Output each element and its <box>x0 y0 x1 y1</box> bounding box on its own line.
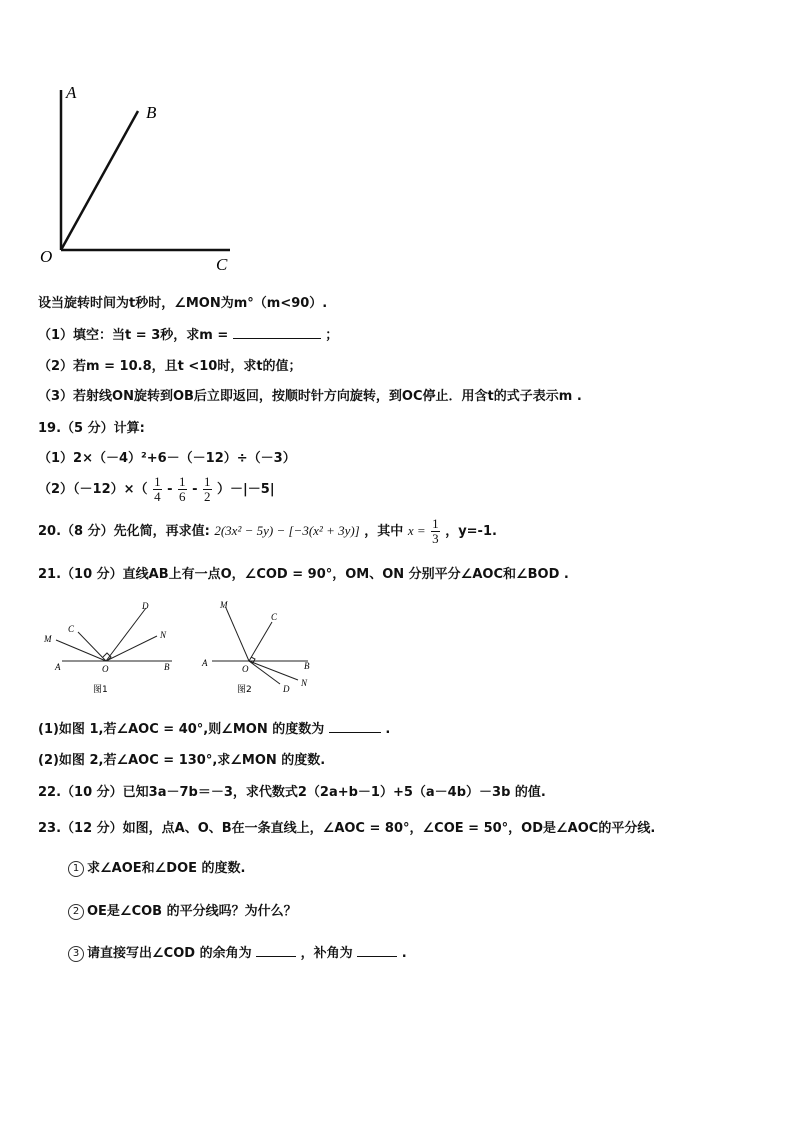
q19-minus-2: - <box>192 482 198 497</box>
ray-oc <box>249 622 272 661</box>
q20-tail: ，y=-1. <box>445 524 497 539</box>
label-a: A <box>55 662 61 672</box>
label-o: O <box>102 664 109 674</box>
circled-number: 3 <box>68 946 84 962</box>
figure-1 <box>40 598 190 698</box>
q18-part1-text: （1）填空：当t = 3秒，求m = <box>38 328 229 343</box>
q23-item-1-text: 求∠AOE和∠DOE 的度数. <box>87 861 246 876</box>
label-o: O <box>40 247 53 266</box>
frac-denominator: 2 <box>204 489 211 504</box>
q20-heading: 20.（8 分）先化简，再求值: <box>38 524 210 539</box>
q20-expression: 2(3x² − 5y) − [−3(x² + 3y)] <box>214 523 360 538</box>
ray-om <box>226 608 249 661</box>
q21-part1-text: (1)如图 1,若∠AOC = 40°,则∠MON 的度数为 <box>38 722 325 737</box>
q19-part2-post: ）－|－5| <box>217 482 275 497</box>
ray-ob <box>61 111 138 250</box>
q23-heading: 23.（12 分）如图，点A、O、B在一条直线上，∠AOC = 80°，∠COE = 50°，OD是∠AOC的平分线. <box>38 821 656 836</box>
q23-complement-blank[interactable] <box>256 944 296 957</box>
ray-od <box>106 608 146 661</box>
label-b: B <box>146 103 157 122</box>
circled-number: 1 <box>68 861 84 877</box>
frac-denominator: 4 <box>154 489 161 504</box>
label-d: D <box>283 684 290 694</box>
q19-part2 <box>38 475 275 504</box>
frac-numerator: 1 <box>154 474 161 489</box>
figure-2-caption: 图2 <box>237 685 252 695</box>
q23-item-3-mid: ，补角为 <box>300 946 353 961</box>
fraction-1-6 <box>178 475 187 504</box>
q23-supplement-blank[interactable] <box>357 944 397 957</box>
q21-heading: 21.（10 分）直线AB上有一点O，∠COD = 90°，OM、ON 分别平分∠AOC和∠BOD . <box>38 567 569 582</box>
ray-on <box>249 661 298 680</box>
label-c: C <box>216 255 228 274</box>
label-n: N <box>160 630 167 640</box>
q18-part1 <box>38 324 338 343</box>
label-o: O <box>242 664 249 674</box>
ray-oc <box>78 632 106 661</box>
frac-denominator: 6 <box>179 489 186 504</box>
q22-text: 22.（10 分）已知3a－7b＝－3，求代数式2（2a+b－1）+5（a－4b）－3b 的值. <box>38 785 546 800</box>
q20-line <box>38 517 497 546</box>
q18-part1-end: ； <box>325 328 339 343</box>
label-d: D <box>142 601 149 611</box>
label-a: A <box>202 658 208 668</box>
q19-part2-pre: （2）（－12）×（ <box>38 482 148 497</box>
q23-item-2-text: OE是∠COB 的平分线吗？为什么？ <box>87 904 297 919</box>
label-m: M <box>44 634 52 644</box>
circled-number: 2 <box>68 904 84 920</box>
q23-item-3-end: . <box>401 946 407 961</box>
q18-part2: （2）若m = 10.8，且t <10时，求t的值； <box>38 359 302 374</box>
label-m: M <box>220 600 228 610</box>
label-c: C <box>68 624 75 634</box>
q20-mid: ，其中 <box>364 524 404 539</box>
frac-numerator: 1 <box>432 516 439 531</box>
ray-od <box>249 661 280 684</box>
q21-part1-blank[interactable] <box>329 720 381 733</box>
ray-on <box>106 636 157 661</box>
frac-numerator: 1 <box>204 474 211 489</box>
q18-part1-blank[interactable] <box>233 326 321 339</box>
label-n: N <box>301 678 308 688</box>
figure-2 <box>196 598 326 698</box>
q21-part2: (2)如图 2,若∠AOC = 130°,求∠MON 的度数. <box>38 753 326 768</box>
q23-item-3 <box>68 942 407 962</box>
figure-1-caption: 图1 <box>93 685 108 695</box>
label-a: A <box>66 83 77 102</box>
frac-numerator: 1 <box>179 474 186 489</box>
q19-part1: （1）2×（－4）²+6－（－12）÷（－3） <box>38 451 296 466</box>
q23-item-2 <box>68 900 297 920</box>
q19-minus-1: - <box>167 482 173 497</box>
q18-part3: （3）若射线ON旋转到OB后立即返回，按顺时针方向旋转，到OC停止．用含t的式子表示m . <box>38 389 582 404</box>
fraction-1-2 <box>203 475 212 504</box>
q18-intro: 设当旋转时间为t秒时，∠MON为m°（m<90）. <box>38 296 328 311</box>
fraction-1-4 <box>153 475 162 504</box>
label-b: B <box>164 662 170 672</box>
q20-x-eq: x = <box>407 523 426 538</box>
label-b: B <box>304 661 310 671</box>
q23-item-3-text: 请直接写出∠COD 的余角为 <box>87 946 252 961</box>
label-c: C <box>271 612 278 622</box>
q21-part1 <box>38 718 390 737</box>
q23-item-1 <box>68 857 246 877</box>
frac-denominator: 3 <box>432 531 439 546</box>
q19-heading: 19.（5 分）计算: <box>38 421 145 436</box>
fraction-1-3 <box>431 517 440 546</box>
angle-figure-aobc <box>30 80 250 280</box>
ray-om <box>56 640 106 661</box>
q21-part1-end: . <box>385 722 391 737</box>
